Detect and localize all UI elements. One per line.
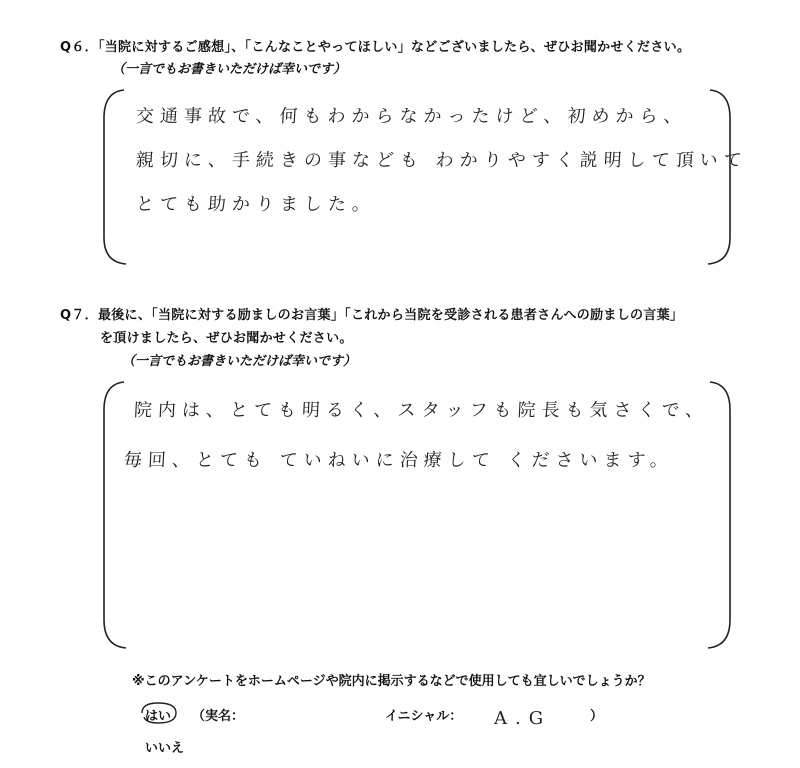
q7-title-line-1: Q７．最後に、「当院に対する励ましのお言葉」「これから当院を受診される患者さんへの励ましの言葉」 xyxy=(60,308,684,323)
q6-answer-line-1: 交通事故で、何もわからなかったけど、初めから、 xyxy=(135,106,689,127)
q7-answer-bracket-right xyxy=(706,380,736,650)
q7-answer-line-2: 毎回、とても ていねいに治療して くださいます。 xyxy=(123,450,675,471)
consent-yes-option[interactable] xyxy=(140,703,180,725)
q7-answer-line-1: 院内は、とても明るく、スタッフも院長も気さくで、 xyxy=(133,400,710,421)
initial-value[interactable]: A.G xyxy=(494,708,552,729)
q7-title-line-2: を頂けましたら、ぜひお聞かせください。 xyxy=(100,331,353,346)
q6-title: Q６．「当院に対するご感想」、「こんなことやってほしい」などございましたら、ぜひお聞かせください。 xyxy=(60,40,691,55)
consent-question: ※このアンケートをホームページや院内に掲示するなどで使用しても宜しいでしょうか？ xyxy=(132,674,651,689)
consent-no-option[interactable]: いいえ xyxy=(145,741,185,756)
q7-answer-bracket-left xyxy=(100,380,130,650)
q6-answer-line-2: 親切に、手続きの事なども わかりやすく説明して頂いて xyxy=(135,150,749,171)
q6-answer-line-3: とても助かりました。 xyxy=(135,194,377,215)
q6-subtitle: （一言でもお書きいただけば幸いです） xyxy=(112,62,347,77)
initial-label: イニシャル： xyxy=(385,709,463,724)
consent-yes-label: はい xyxy=(145,709,172,724)
q7-subtitle: （一言でもお書きいただけば幸いです） xyxy=(122,354,357,369)
close-paren: ） xyxy=(590,709,604,724)
q6-answer-bracket-left xyxy=(100,88,130,268)
realname-label: （実名： xyxy=(192,709,245,724)
q6-answer-bracket-right xyxy=(706,88,736,268)
